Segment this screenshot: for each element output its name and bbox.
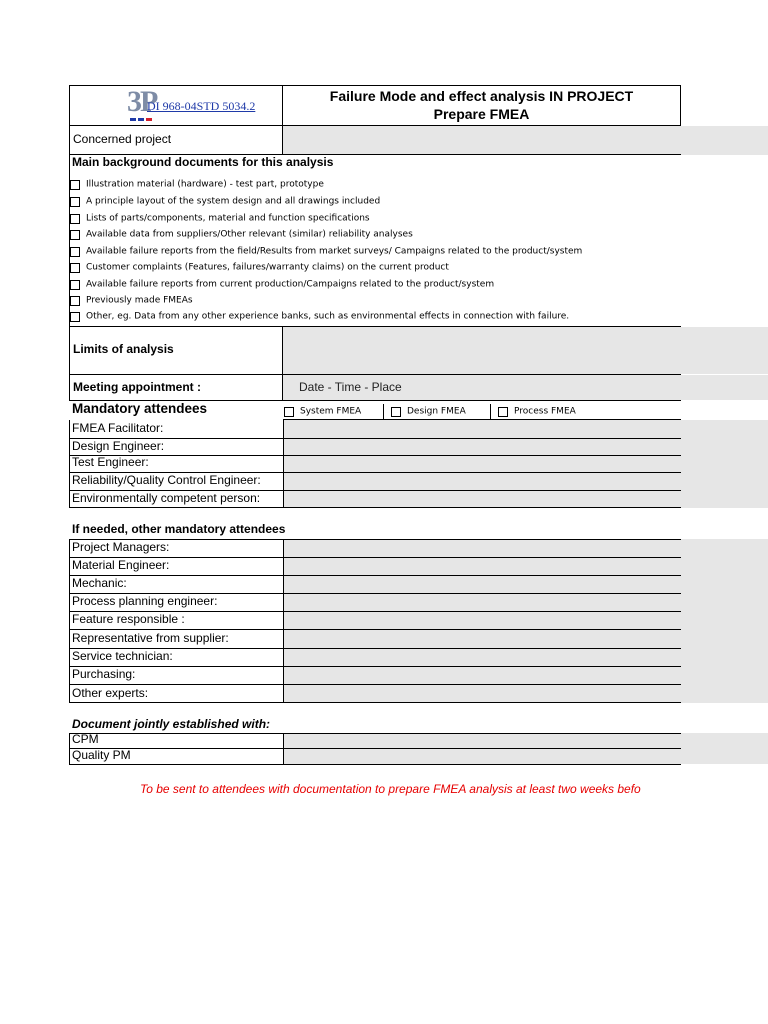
attendee-label: Mechanic: xyxy=(72,576,127,590)
background-doc-item[interactable]: Customer complaints (Features, failures/warranty claims) on the current product xyxy=(70,260,449,274)
divider xyxy=(69,490,681,491)
concerned-project-field-ext xyxy=(681,126,768,155)
concerned-project-field[interactable] xyxy=(283,126,681,155)
divider xyxy=(69,472,681,473)
process-fmea-option[interactable]: Process FMEA xyxy=(498,404,576,418)
header-logo-cell xyxy=(69,85,283,126)
background-doc-item[interactable]: Other, eg. Data from any other experience banks, such as environmental effects in connection with failure. xyxy=(70,309,569,323)
jointly-label: CPM xyxy=(72,732,99,746)
checkbox[interactable] xyxy=(498,407,508,417)
table-border xyxy=(283,539,284,703)
attendee-label: Feature responsible : xyxy=(72,612,185,626)
logo-bar-blue-2 xyxy=(138,118,144,121)
attendee-label: FMEA Facilitator: xyxy=(72,421,164,435)
divider xyxy=(69,507,681,508)
mandatory-fields-ext xyxy=(681,420,768,508)
limits-field[interactable] xyxy=(283,327,768,374)
divider xyxy=(69,748,681,749)
background-doc-item[interactable]: A principle layout of the system design and all drawings included xyxy=(70,194,380,208)
divider xyxy=(69,539,681,540)
distribution-note: To be sent to attendees with documentation to prepare FMEA analysis at least two weeks befo xyxy=(140,782,641,796)
divider xyxy=(69,593,681,594)
background-doc-item[interactable]: Illustration material (hardware) - test part, prototype xyxy=(70,177,324,191)
limits-label: Limits of analysis xyxy=(69,326,283,374)
checkbox[interactable] xyxy=(70,180,80,190)
other-attendees-heading: If needed, other mandatory attendees xyxy=(72,522,286,536)
divider xyxy=(69,702,681,703)
checkbox[interactable] xyxy=(70,296,80,306)
divider xyxy=(69,648,681,649)
divider xyxy=(69,684,681,685)
attendee-label: Design Engineer: xyxy=(72,439,165,453)
background-doc-item[interactable]: Lists of parts/components, material and function specifications xyxy=(70,211,370,225)
divider xyxy=(383,404,384,420)
attendee-label: Material Engineer: xyxy=(72,558,170,572)
meeting-label: Meeting appointment : xyxy=(69,375,283,400)
background-docs-heading: Main background documents for this analysis xyxy=(72,155,334,169)
divider xyxy=(69,764,681,765)
checkbox[interactable] xyxy=(391,407,401,417)
form-title xyxy=(283,85,681,126)
jointly-heading: Document jointly established with: xyxy=(72,717,271,731)
attendee-label: Test Engineer: xyxy=(72,455,149,469)
divider xyxy=(490,404,491,420)
attendee-label: Project Managers: xyxy=(72,540,170,554)
checkbox[interactable] xyxy=(70,197,80,207)
checkbox[interactable] xyxy=(70,230,80,240)
jointly-label: Quality PM xyxy=(72,748,131,762)
document-reference-link[interactable]: DI 968-04STD 5034.2 xyxy=(147,99,256,113)
background-doc-item[interactable]: Available failure reports from current production/Campaigns related to the product/system xyxy=(70,277,494,291)
mandatory-heading: Mandatory attendees xyxy=(72,401,208,416)
mandatory-fields-bg xyxy=(283,420,681,508)
checkbox[interactable] xyxy=(70,263,80,273)
attendee-label: Service technician: xyxy=(72,649,173,663)
meeting-field-ext xyxy=(681,375,768,400)
attendee-label: Other experts: xyxy=(72,686,149,700)
divider xyxy=(69,575,681,576)
divider xyxy=(69,733,681,734)
attendee-label: Purchasing: xyxy=(72,667,136,681)
logo-bar-blue xyxy=(130,118,136,121)
design-fmea-option[interactable]: Design FMEA xyxy=(391,404,466,418)
background-doc-item[interactable]: Available failure reports from the field/Results from market surveys/ Campaigns related to the product/system xyxy=(70,244,582,258)
system-fmea-option[interactable]: System FMEA xyxy=(284,404,361,418)
company-logo: 3P xyxy=(127,85,157,118)
form-title-line1: Failure Mode and effect analysis IN PROJECT xyxy=(329,88,634,104)
divider xyxy=(69,557,681,558)
divider xyxy=(69,438,681,439)
checkbox[interactable] xyxy=(70,312,80,322)
table-border xyxy=(69,539,70,703)
meeting-field[interactable]: Date - Time - Place xyxy=(283,375,681,400)
background-doc-item[interactable]: Previously made FMEAs xyxy=(70,293,193,307)
attendee-label: Representative from supplier: xyxy=(72,631,229,645)
jointly-fields-ext xyxy=(681,733,768,764)
divider xyxy=(69,666,681,667)
attendee-label: Environmentally competent person: xyxy=(72,491,261,505)
divider xyxy=(69,611,681,612)
checkbox[interactable] xyxy=(70,247,80,257)
form-title-line2: Prepare FMEA xyxy=(433,106,530,122)
other-fields-bg xyxy=(283,539,681,703)
checkbox[interactable] xyxy=(284,407,294,417)
table-border xyxy=(69,420,70,508)
checkbox[interactable] xyxy=(70,280,80,290)
attendee-label: Process planning engineer: xyxy=(72,594,218,608)
table-border xyxy=(283,420,284,508)
divider xyxy=(69,629,681,630)
background-doc-item[interactable]: Available data from suppliers/Other relevant (similar) reliability analyses xyxy=(70,227,413,241)
checkbox[interactable] xyxy=(70,214,80,224)
attendee-label: Reliability/Quality Control Engineer: xyxy=(72,473,261,487)
concerned-project-label: Concerned project xyxy=(69,126,283,155)
divider xyxy=(69,455,681,456)
logo-bar-red xyxy=(146,118,152,121)
other-fields-ext xyxy=(681,539,768,703)
